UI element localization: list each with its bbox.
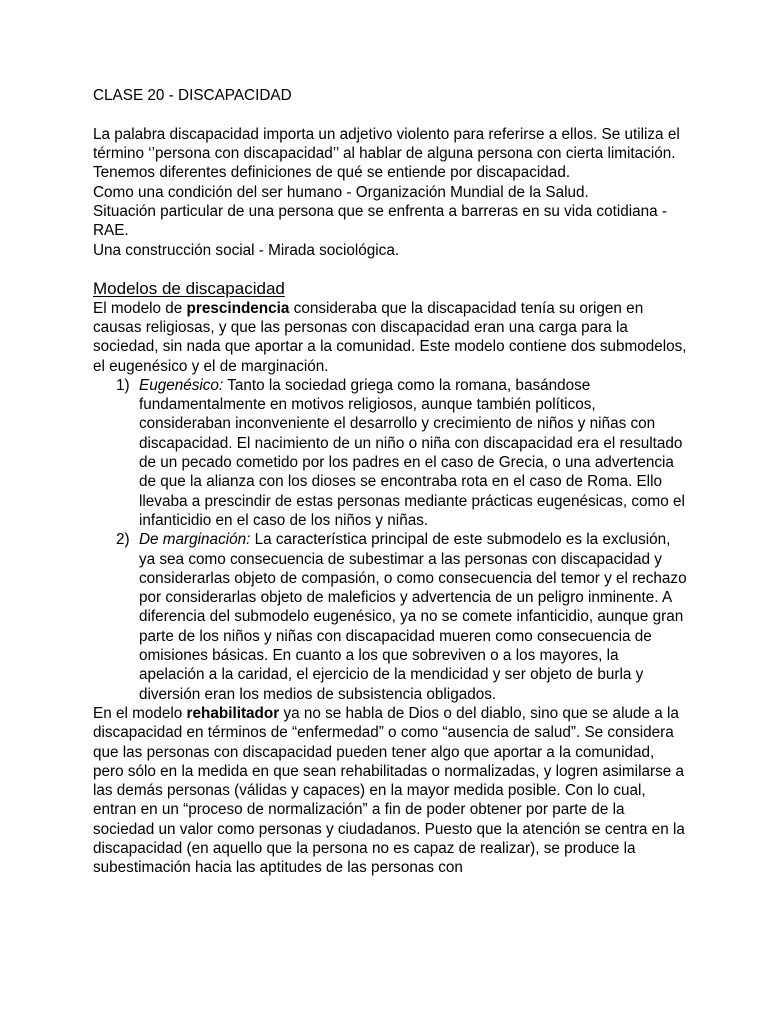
rehabilitador-body: ya no se habla de Dios o del diablo, sino que se alude a la discapacidad en términos de “enfermedad” o como “ausencia de salud”. Se considera que las personas con discapacidad pueden tener algo que aportar a la comunidad, pero sólo en la medida en que sean rehabilitadas o normalizadas, y logren asimilarse a las demás personas (válidas y capaces) en la mayor medida posible. Con lo cual, entran en un “proceso de normalización” a fin de poder obtener por parte de la sociedad un valor como personas y ciudadanos. Puesto que la atención se centra en la discapacidad (en aquello que la persona no es capaz de realizar), se produce la subestimación hacia las aptitudes de las personas con [93, 704, 685, 877]
spacer [93, 105, 688, 125]
submodel-name: De marginación: [139, 531, 251, 549]
list-item [93, 376, 688, 530]
rehabilitador-paragraph [93, 704, 688, 878]
rehabilitador-lead: En el modelo [93, 704, 187, 722]
submodels-list [93, 376, 688, 704]
prescindencia-lead: El modelo de [93, 299, 187, 317]
rehabilitador-term: rehabilitador [186, 704, 280, 722]
prescindencia-term: prescindencia [186, 299, 290, 317]
intro-section [93, 125, 688, 260]
intro-paragraph: Como una condición del ser humano - Organización Mundial de la Salud. [93, 183, 589, 201]
models-heading: Modelos de discapacidad [93, 279, 285, 299]
submodel-text: Tanto la sociedad griega como la romana, basándose fundamentalmente en motivos religiosos, aunque también políticos, consideraban inconveniente el desarrollo y crecimiento de niños y niñas con discapacidad. El nacimiento de un niño o niña con discapacidad era el resultado de un pecado cometido por los padres en el caso de Grecia, o una advertencia de que la alianza con los dioses se encontraba rota en el caso de Roma. Ello llevaba a prescindir de estas personas mediante prácticas eugenésicas, como el infanticidio en el caso de los niños y niñas. [139, 376, 685, 529]
submodel-name: Eugenésico: [139, 376, 224, 394]
document-title: CLASE 20 - DISCAPACIDAD [93, 87, 292, 104]
prescindencia-paragraph [93, 299, 688, 376]
prescindencia-body: consideraba que la discapacidad tenía su origen en causas religiosas, y que las personas con discapacidad eran una carga para la sociedad, sin nada que aportar a la comunidad. Este modelo contiene dos submodelos, el eugenésico y el de marginación. [93, 299, 687, 375]
intro-paragraph: La palabra discapacidad importa un adjetivo violento para referirse a ellos. Se utiliza el término ‘’persona con discapacidad’’ al hablar de alguna persona con cierta limitación. [93, 125, 680, 163]
list-item [93, 530, 688, 704]
intro-paragraph: Tenemos diferentes definiciones de qué se entiende por discapacidad. [93, 164, 571, 182]
intro-paragraph: Una construcción social - Mirada sociológica. [93, 241, 400, 259]
submodel-text: La característica principal de este submodelo es la exclusión, ya sea como consecuencia de subestimar a las personas con discapacidad y considerarlas objeto de compasión, o como consecuencia del temor y el rechazo por considerarlas objeto de maleficios y advertencia de un peligro inminente. A diferencia del submodelo eugenésico, ya no se comete infanticidio, aunque gran parte de los niños y niñas con discapacidad mueren como consecuencia de omisiones básicas. En cuanto a los que sobreviven o a los mayores, la apelación a la caridad, el ejercicio de la mendicidad y ser objeto de burla y diversión eran los medios de subsistencia obligados. [139, 531, 687, 703]
list-number: 1) [116, 376, 130, 394]
list-number: 2) [116, 531, 130, 549]
intro-paragraph: Situación particular de una persona que se enfrenta a barreras en su vida cotidiana - RAE. [93, 202, 667, 240]
spacer [93, 260, 688, 280]
